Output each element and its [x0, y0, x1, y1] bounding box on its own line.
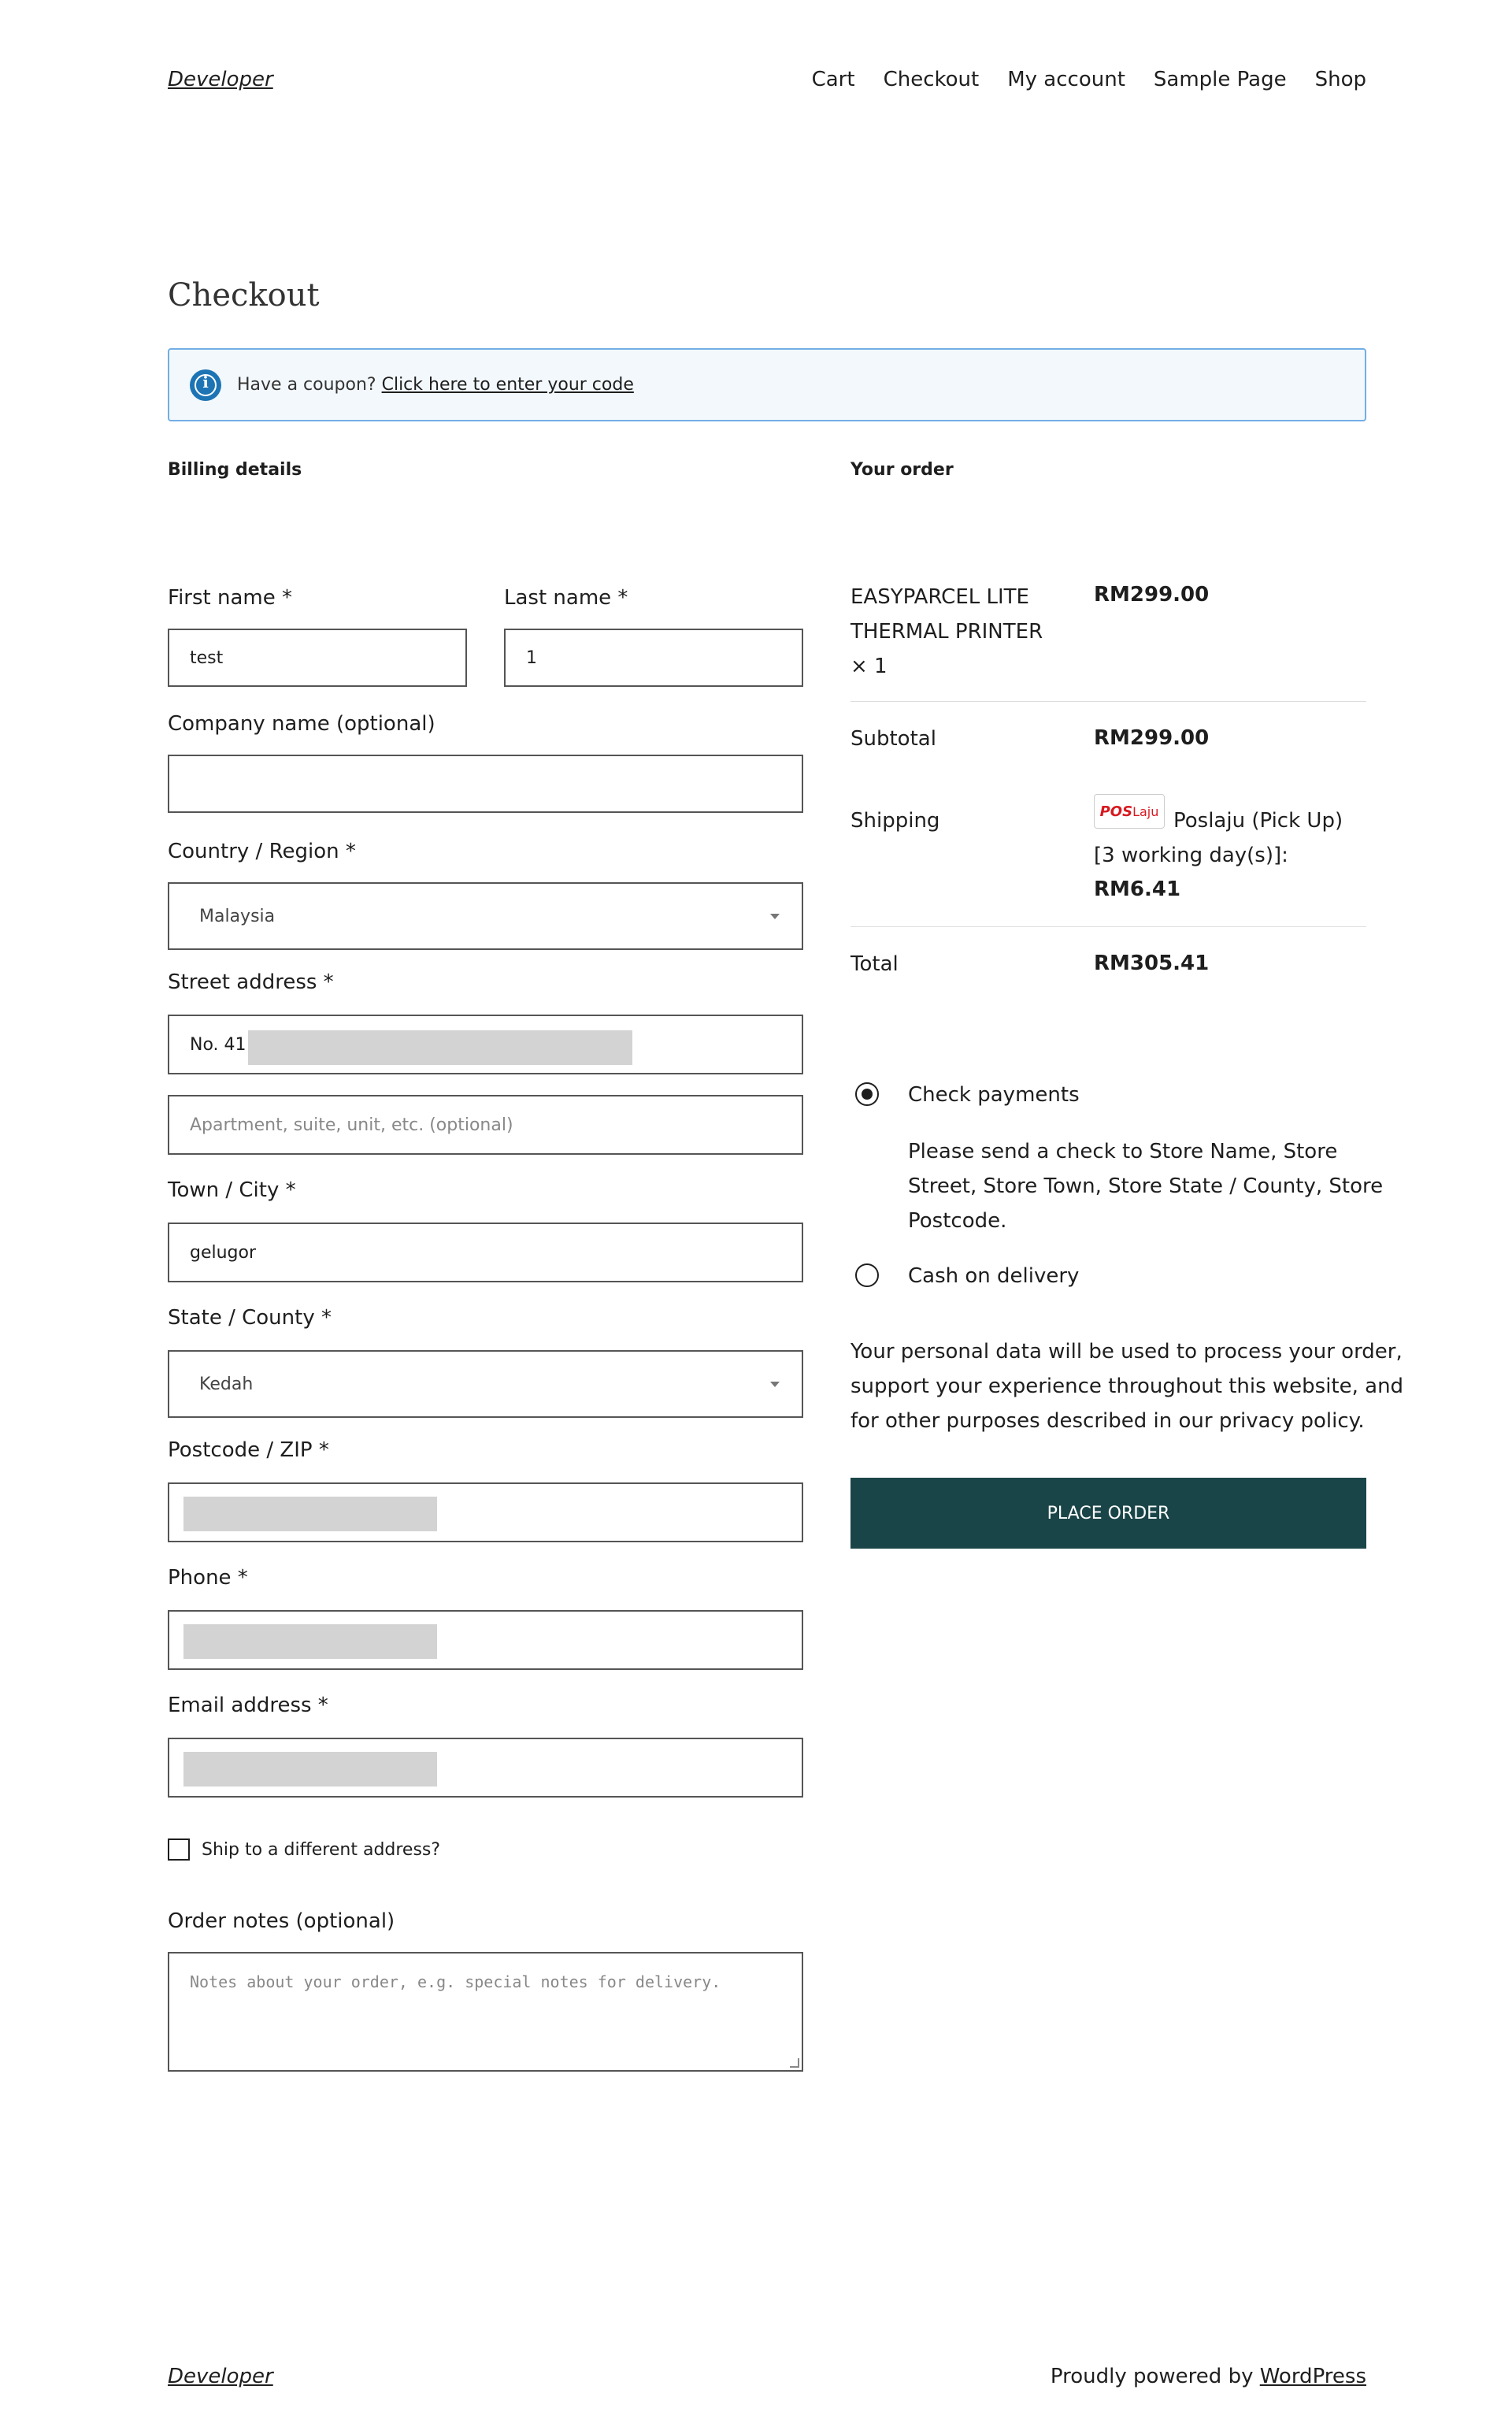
site-title[interactable]: Developer [168, 68, 273, 91]
nav-cart[interactable]: Cart [811, 68, 855, 91]
divider [850, 926, 1366, 927]
street-input[interactable] [168, 1015, 803, 1074]
coupon-prefix: Have a coupon? [237, 375, 376, 395]
order-notes-textarea[interactable] [168, 1952, 803, 2072]
redaction-block [183, 1624, 437, 1659]
product-name-line-2: THERMAL PRINTER [850, 620, 1043, 644]
state-value: Kedah [199, 1374, 254, 1394]
subtotal-value: RM299.00 [1094, 726, 1210, 750]
place-order-button[interactable]: PLACE ORDER [850, 1478, 1366, 1549]
redaction-block [248, 1030, 632, 1065]
billing-heading: Billing details [168, 460, 302, 480]
product-name [850, 580, 1043, 684]
first-name-input[interactable]: test [168, 629, 467, 687]
resize-handle-icon[interactable] [790, 2058, 799, 2068]
info-icon [190, 369, 221, 401]
postcode-label: Postcode / ZIP * [168, 1438, 329, 1462]
company-label: Company name (optional) [168, 712, 435, 736]
town-label: Town / City * [168, 1178, 296, 1202]
street-line-2-input[interactable]: Apartment, suite, unit, etc. (optional) [168, 1095, 803, 1155]
last-name-label: Last name * [504, 586, 628, 610]
town-input[interactable]: gelugor [168, 1223, 803, 1282]
main-nav [812, 68, 1366, 91]
postcode-input[interactable] [168, 1482, 803, 1542]
total-label: Total [850, 952, 899, 976]
phone-label: Phone * [168, 1566, 248, 1590]
shipping-label: Shipping [850, 809, 940, 833]
footer-site-title[interactable]: Developer [168, 2365, 273, 2388]
shipping-days: [3 working day(s)]: [1094, 844, 1288, 867]
order-notes-label: Order notes (optional) [168, 1909, 395, 1933]
cod-radio[interactable] [855, 1263, 879, 1287]
state-label: State / County * [168, 1306, 332, 1330]
email-input[interactable] [168, 1738, 803, 1798]
first-name-label: First name * [168, 586, 292, 610]
street-label: Street address * [168, 970, 334, 994]
product-price: RM299.00 [1094, 583, 1210, 607]
company-input[interactable] [168, 755, 803, 813]
country-label: Country / Region * [168, 840, 356, 863]
privacy-line-3 [850, 1404, 1403, 1438]
state-select[interactable] [168, 1350, 803, 1418]
email-label: Email address * [168, 1694, 328, 1717]
ship-different-label[interactable]: Ship to a different address? [202, 1840, 441, 1860]
check-payments-radio[interactable] [855, 1082, 879, 1106]
product-name-line-1: EASYPARCEL LITE [850, 585, 1029, 609]
privacy-line-1: Your personal data will be used to process your order, [850, 1340, 1403, 1364]
order-heading: Your order [850, 460, 954, 480]
privacy-line-2: support your experience throughout this website, and [850, 1375, 1404, 1398]
privacy-notice [850, 1334, 1403, 1438]
last-name-input[interactable]: 1 [504, 629, 803, 687]
privacy-prefix: for other purposes described in our [850, 1409, 1213, 1433]
street-value: No. 41 [190, 1034, 246, 1055]
nav-checkout[interactable]: Checkout [883, 68, 980, 91]
poslaju-logo-laju: Laju [1132, 803, 1159, 819]
order-notes-placeholder: Notes about your order, e.g. special notes for delivery. [190, 1972, 721, 1991]
shipping-method: Poslaju (Pick Up) [1173, 809, 1343, 833]
country-value: Malaysia [199, 906, 276, 926]
check-payments-label[interactable]: Check payments [908, 1083, 1080, 1107]
nav-shop[interactable]: Shop [1314, 68, 1366, 91]
total-value: RM305.41 [1094, 952, 1210, 975]
phone-input[interactable] [168, 1610, 803, 1670]
shipping-cost: RM6.41 [1094, 878, 1181, 901]
divider [850, 701, 1366, 702]
subtotal-label: Subtotal [850, 727, 936, 751]
poslaju-logo [1094, 794, 1165, 829]
page-title: Checkout [168, 277, 320, 314]
coupon-text [237, 375, 634, 395]
country-select[interactable] [168, 882, 803, 950]
cod-label[interactable]: Cash on delivery [908, 1264, 1080, 1288]
coupon-notice [168, 348, 1366, 421]
check-desc-line-3: Postcode. [908, 1209, 1007, 1233]
coupon-link[interactable]: Click here to enter your code [381, 375, 634, 395]
powered-prefix: Proudly powered by [1050, 2365, 1254, 2388]
redaction-block [183, 1497, 437, 1531]
check-desc-line-2: Street, Store Town, Store State / County, Store [908, 1174, 1384, 1198]
redaction-block [183, 1752, 437, 1787]
ship-different-checkbox[interactable] [168, 1838, 190, 1861]
check-payments-description [908, 1134, 1383, 1238]
privacy-suffix: . [1358, 1409, 1365, 1433]
chevron-down-icon [770, 1382, 780, 1387]
wordpress-link[interactable]: WordPress [1259, 2365, 1366, 2388]
privacy-policy-link[interactable]: privacy policy [1218, 1409, 1358, 1433]
nav-sample-page[interactable]: Sample Page [1153, 68, 1287, 91]
poslaju-logo-pos: POS [1099, 803, 1133, 820]
check-desc-line-1: Please send a check to Store Name, Store [908, 1140, 1338, 1163]
nav-my-account[interactable]: My account [1007, 68, 1125, 91]
product-qty: × 1 [850, 655, 888, 678]
footer-powered [1051, 2365, 1366, 2388]
chevron-down-icon [770, 914, 780, 919]
